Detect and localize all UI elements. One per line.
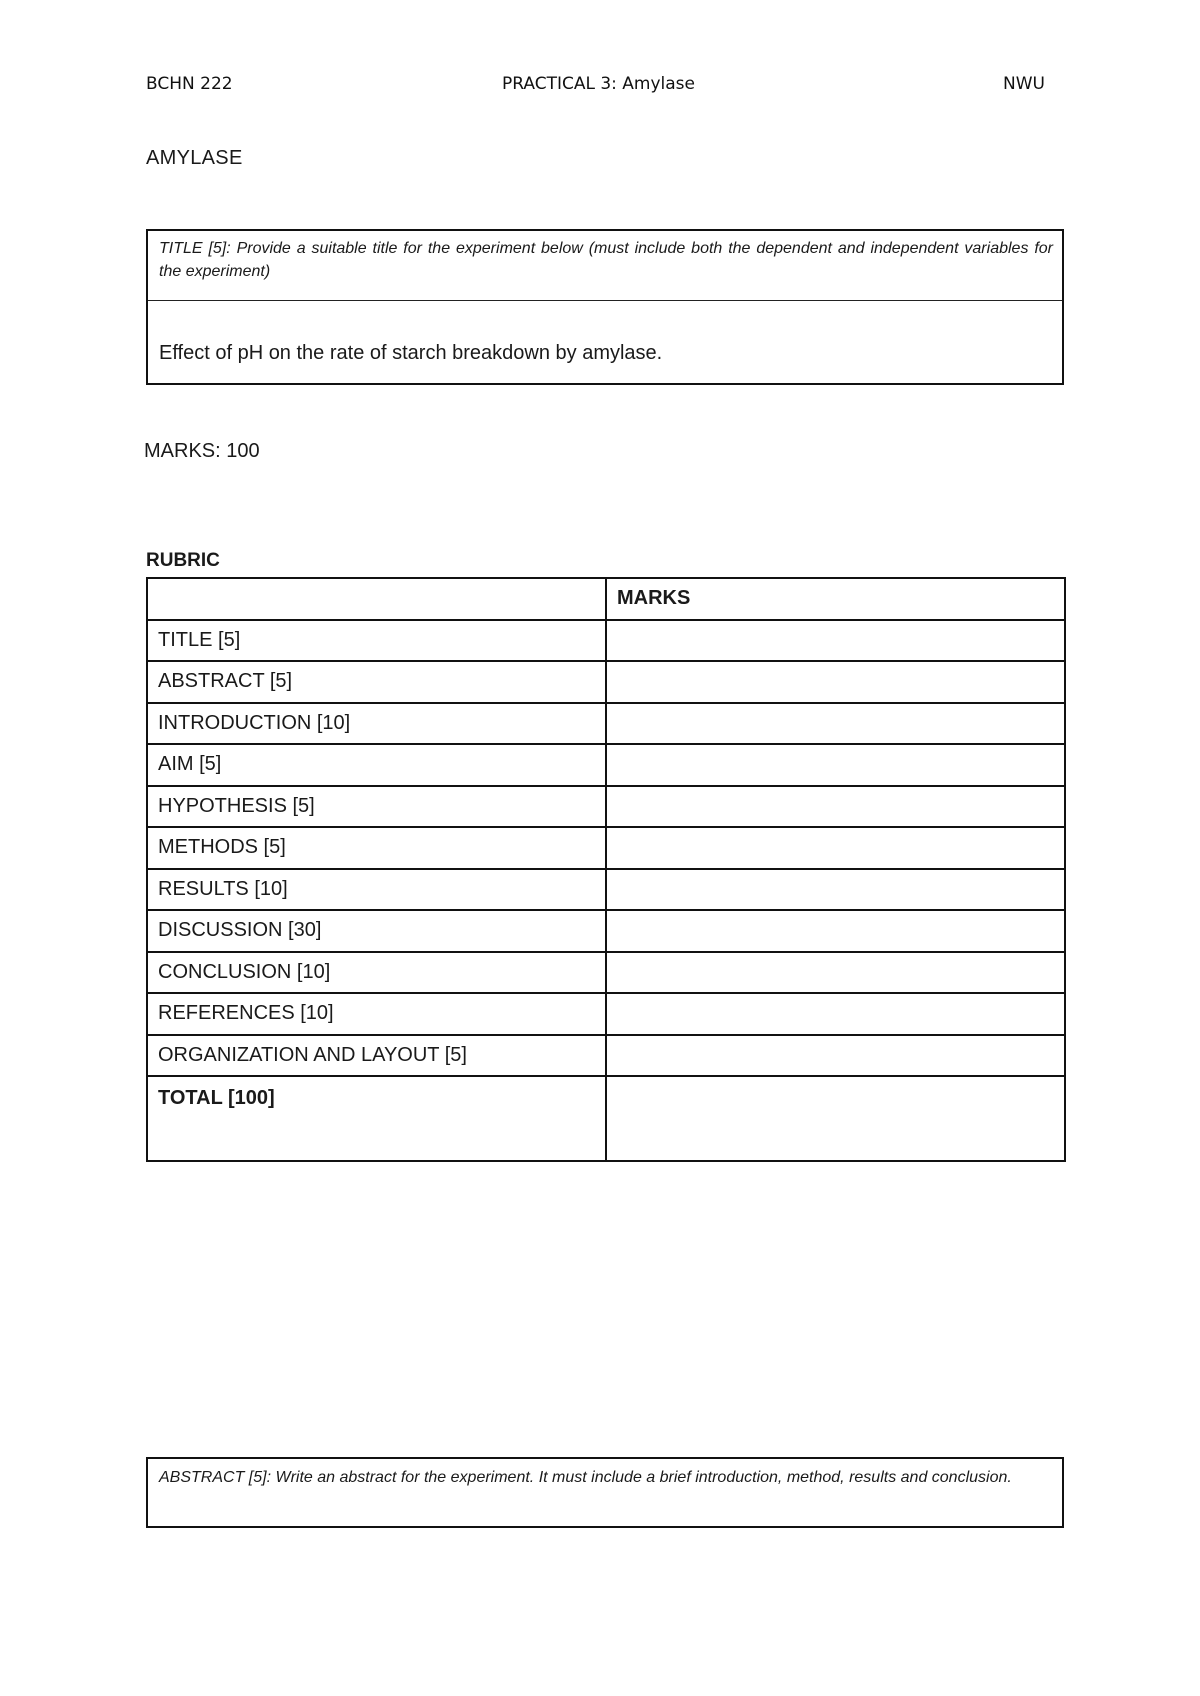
header-practical-title: PRACTICAL 3: Amylase (502, 74, 696, 94)
rubric-row (147, 744, 1065, 786)
document-title: AMYLASE (146, 147, 243, 169)
rubric-criterion: RESULTS [10] (147, 869, 606, 911)
rubric-row (147, 786, 1065, 828)
rubric-criterion: REFERENCES [10] (147, 993, 606, 1035)
rubric-criterion: DISCUSSION [30] (147, 910, 606, 952)
rubric-marks-cell[interactable] (606, 744, 1065, 786)
rubric-total-row (147, 1076, 1065, 1161)
rubric-row (147, 703, 1065, 745)
rubric-criterion: HYPOTHESIS [5] (147, 786, 606, 828)
rubric-criterion: ORGANIZATION AND LAYOUT [5] (147, 1035, 606, 1077)
rubric-marks-cell[interactable] (606, 827, 1065, 869)
rubric-heading: RUBRIC (146, 550, 220, 571)
rubric-total-marks-cell[interactable] (606, 1076, 1065, 1161)
rubric-table (146, 577, 1066, 1162)
abstract-section-box (146, 1457, 1064, 1528)
rubric-row (147, 827, 1065, 869)
rubric-row (147, 661, 1065, 703)
rubric-header-row (147, 578, 1065, 620)
rubric-marks-cell[interactable] (606, 786, 1065, 828)
rubric-marks-cell[interactable] (606, 952, 1065, 994)
rubric-marks-cell[interactable] (606, 993, 1065, 1035)
rubric-row (147, 620, 1065, 662)
rubric-total-label: TOTAL [100] (147, 1076, 606, 1161)
header-course-code: BCHN 222 (146, 74, 233, 94)
rubric-criterion: ABSTRACT [5] (147, 661, 606, 703)
rubric-header-criteria (147, 578, 606, 620)
rubric-marks-cell[interactable] (606, 661, 1065, 703)
header-institution: NWU (1003, 74, 1045, 94)
abstract-prompt: ABSTRACT [5]: Write an abstract for the experiment. It must include a brief introduction, method, results and conclusion. (159, 1469, 1012, 1486)
rubric-marks-cell[interactable] (606, 703, 1065, 745)
rubric-row (147, 910, 1065, 952)
total-marks-label: MARKS: 100 (144, 440, 260, 462)
rubric-criterion: INTRODUCTION [10] (147, 703, 606, 745)
rubric-criterion: AIM [5] (147, 744, 606, 786)
rubric-criterion: TITLE [5] (147, 620, 606, 662)
rubric-row (147, 1035, 1065, 1077)
rubric-row (147, 993, 1065, 1035)
title-prompt: TITLE [5]: Provide a suitable title for the experiment below (must include both the dependent and independent variables for the experiment) (148, 231, 1062, 301)
title-section-box (146, 229, 1064, 385)
rubric-marks-cell[interactable] (606, 869, 1065, 911)
rubric-criterion: METHODS [5] (147, 827, 606, 869)
title-answer[interactable]: Effect of pH on the rate of starch breakdown by amylase. (159, 342, 663, 364)
rubric-marks-cell[interactable] (606, 620, 1065, 662)
rubric-header-marks: MARKS (606, 578, 1065, 620)
rubric-criterion: CONCLUSION [10] (147, 952, 606, 994)
rubric-marks-cell[interactable] (606, 1035, 1065, 1077)
rubric-marks-cell[interactable] (606, 910, 1065, 952)
rubric-row (147, 869, 1065, 911)
rubric-row (147, 952, 1065, 994)
